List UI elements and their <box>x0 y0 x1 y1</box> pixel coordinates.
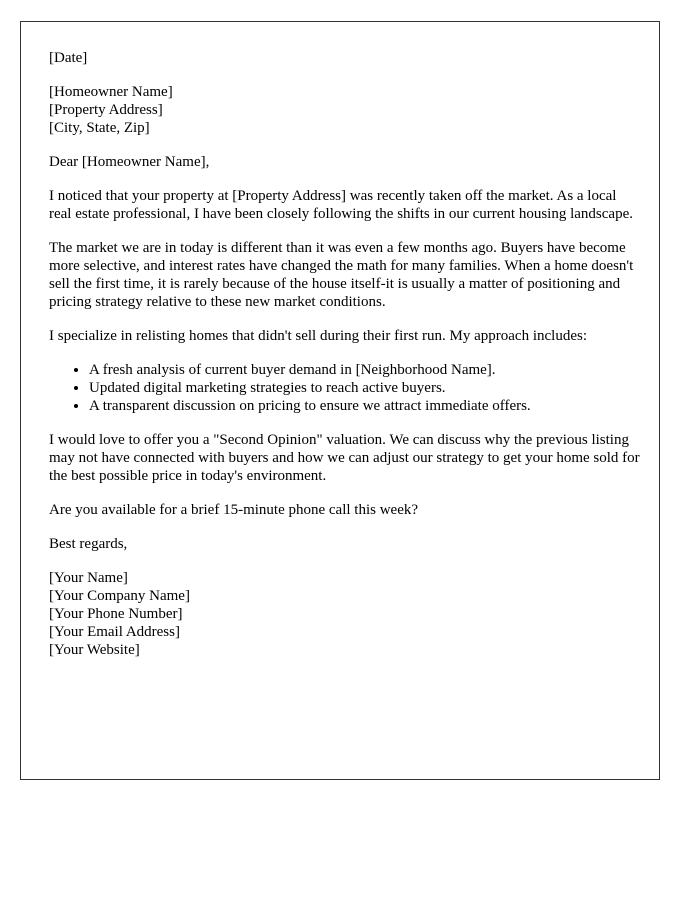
intro-paragraph: I noticed that your property at [Property Address] was recently taken off the market. As a local real estate professional, I have been closely following the shifts in our current housing landscape. <box>49 188 633 222</box>
list-item: • A fresh analysis of current buyer demand in [Neighborhood Name]. <box>89 361 641 379</box>
letter-body <box>49 49 641 675</box>
salutation: Dear [Homeowner Name], <box>49 154 210 170</box>
approach-list <box>49 361 641 415</box>
list-item: • Updated digital marketing strategies to reach active buyers. <box>89 379 641 397</box>
signature-website: [Your Website] <box>49 642 140 658</box>
signature-phone: [Your Phone Number] <box>49 606 183 622</box>
approach-paragraph: I specialize in relisting homes that didn't sell during their first run. My approach includes: <box>49 328 587 344</box>
signature-name: [Your Name] <box>49 570 128 586</box>
signature-email: [Your Email Address] <box>49 624 180 640</box>
closing: Best regards, <box>49 536 128 552</box>
letter-date: [Date] <box>49 50 88 66</box>
signature-company: [Your Company Name] <box>49 588 190 604</box>
recipient-city-state-zip: [City, State, Zip] <box>49 120 150 136</box>
call-question: Are you available for a brief 15-minute phone call this week? <box>49 502 419 518</box>
recipient-name: [Homeowner Name] <box>49 84 173 100</box>
recipient-address: [Property Address] <box>49 102 163 118</box>
offer-paragraph: I would love to offer you a "Second Opinion" valuation. We can discuss why the previous listing may not have connected with buyers and how we can adjust our strategy to get your home sold for the best possible price in today's environment. <box>49 432 640 484</box>
market-paragraph: The market we are in today is different than it was even a few months ago. Buyers have become more selective, and interest rates have changed the math for many families. When a home doesn't sell the first time, it is rarely because of the house itself-it is usually a matter of positioning and pricing strategy relative to these new market conditions. <box>49 240 634 310</box>
date-block <box>49 49 641 67</box>
letter-page <box>20 21 660 780</box>
recipient-address-block <box>49 83 641 137</box>
list-item: • A transparent discussion on pricing to ensure we attract immediate offers. <box>89 397 641 415</box>
signature-block <box>49 569 641 659</box>
